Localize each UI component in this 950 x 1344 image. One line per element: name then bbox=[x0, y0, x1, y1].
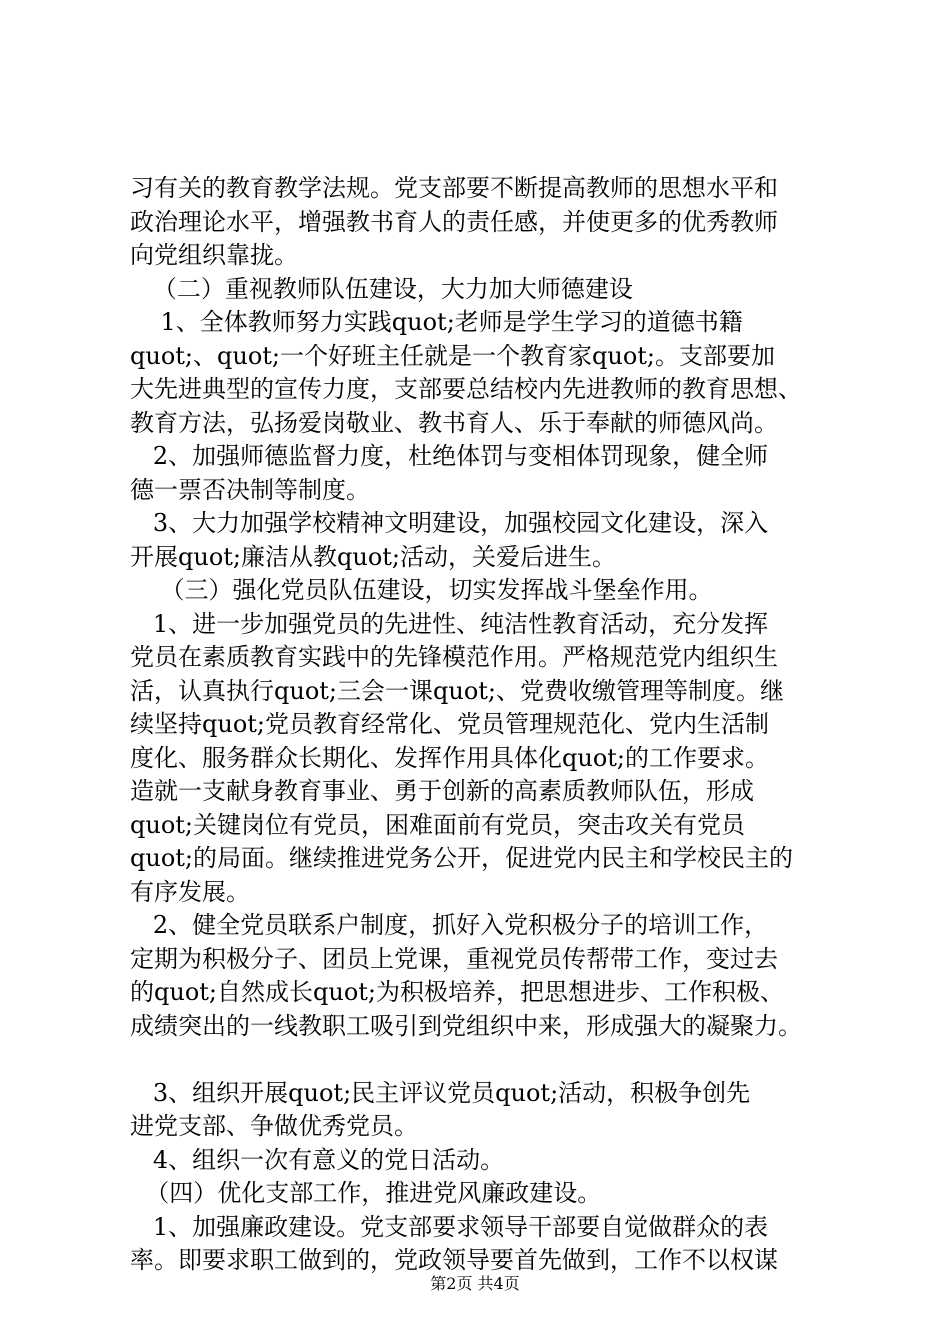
text-line: 1、加强廉政建设。党支部要求领导干部要自觉做群众的表 bbox=[130, 1212, 769, 1241]
text-line: 向党组织靠拢。 bbox=[130, 241, 298, 269]
text-line: 1、全体教师努力实践quot;老师是学生学习的道德书籍 bbox=[130, 308, 743, 336]
text-line: 有序发展。 bbox=[130, 877, 250, 906]
text-line: 3、组织开展quot;民主评议党员quot;活动，积极争创先 bbox=[130, 1078, 751, 1107]
text-line: 4、组织一次有意义的党日活动。 bbox=[130, 1145, 505, 1174]
page-number-footer: 第2页 共4页 bbox=[430, 1274, 520, 1293]
document-body bbox=[130, 172, 850, 1278]
text-line: 党员在素质教育实践中的先锋模范作用。严格规范党内组织生 bbox=[130, 643, 778, 671]
text-line: 开展quot;廉洁从教quot;活动，关爱后进生。 bbox=[130, 542, 616, 571]
text-line: 3、大力加强学校精神文明建设，加强校园文化建设，深入 bbox=[130, 509, 769, 537]
text-line: 造就一支献身教育事业、勇于创新的高素质教师队伍，形成 bbox=[130, 777, 754, 805]
text-line: 度化、服务群众长期化、发挥作用具体化quot;的工作要求。 bbox=[130, 743, 769, 772]
text-line: 定期为积极分子、团员上党课，重视党员传帮带工作，变过去 bbox=[130, 944, 778, 973]
text-line: 2、健全党员联系户制度，抓好入党积极分子的培训工作， bbox=[130, 911, 769, 939]
text-line: 大先进典型的宣传力度，支部要总结校内先进教师的教育思想、 bbox=[130, 375, 802, 403]
text-line: 续坚持quot;党员教育经常化、党员管理规范化、党内生活制 bbox=[130, 710, 769, 738]
text-line: quot;的局面。继续推进党务公开，促进党内民主和学校民主的 bbox=[130, 844, 793, 872]
text-line: 1、进一步加强党员的先进性、纯洁性教育活动，充分发挥 bbox=[130, 609, 769, 638]
text-line: （三）强化党员队伍建设，切实发挥战斗堡垒作用。 bbox=[130, 576, 713, 604]
text-line: （二）重视教师队伍建设，大力加大师德建设 bbox=[130, 274, 633, 303]
text-line: 进党支部、争做优秀党员。 bbox=[130, 1112, 418, 1140]
text-line: （四）优化支部工作，推进党风廉政建设。 bbox=[130, 1179, 602, 1207]
text-line: 德一票否决制等制度。 bbox=[130, 475, 370, 504]
text-line: 政治理论水平，增强教书育人的责任感，并使更多的优秀教师 bbox=[130, 207, 778, 236]
text-line: quot;关键岗位有党员，困难面前有党员，突击攻关有党员 bbox=[130, 810, 745, 839]
text-line: 率。即要求职工做到的，党政领导要首先做到，工作不以权谋 bbox=[130, 1246, 778, 1274]
text-line: 活，认真执行quot;三会一课quot;、党费收缴管理等制度。继 bbox=[130, 676, 784, 705]
text-line: 教育方法，弘扬爱岗敬业、教书育人、乐于奉献的师德风尚。 bbox=[130, 408, 778, 437]
text-line: 2、加强师德监督力度，杜绝体罚与变相体罚现象，健全师 bbox=[130, 442, 769, 470]
text-line: 习有关的教育教学法规。党支部要不断提高教师的思想水平和 bbox=[130, 174, 778, 202]
text-line: 成绩突出的一线教职工吸引到党组织中来，形成强大的凝聚力。 bbox=[130, 1011, 802, 1040]
text-line: 的quot;自然成长quot;为积极培养，把思想进步、工作积极、 bbox=[130, 978, 784, 1006]
blank-line bbox=[130, 1043, 850, 1077]
text-line: quot;、quot;一个好班主任就是一个教育家quot;。支部要加 bbox=[130, 341, 775, 370]
